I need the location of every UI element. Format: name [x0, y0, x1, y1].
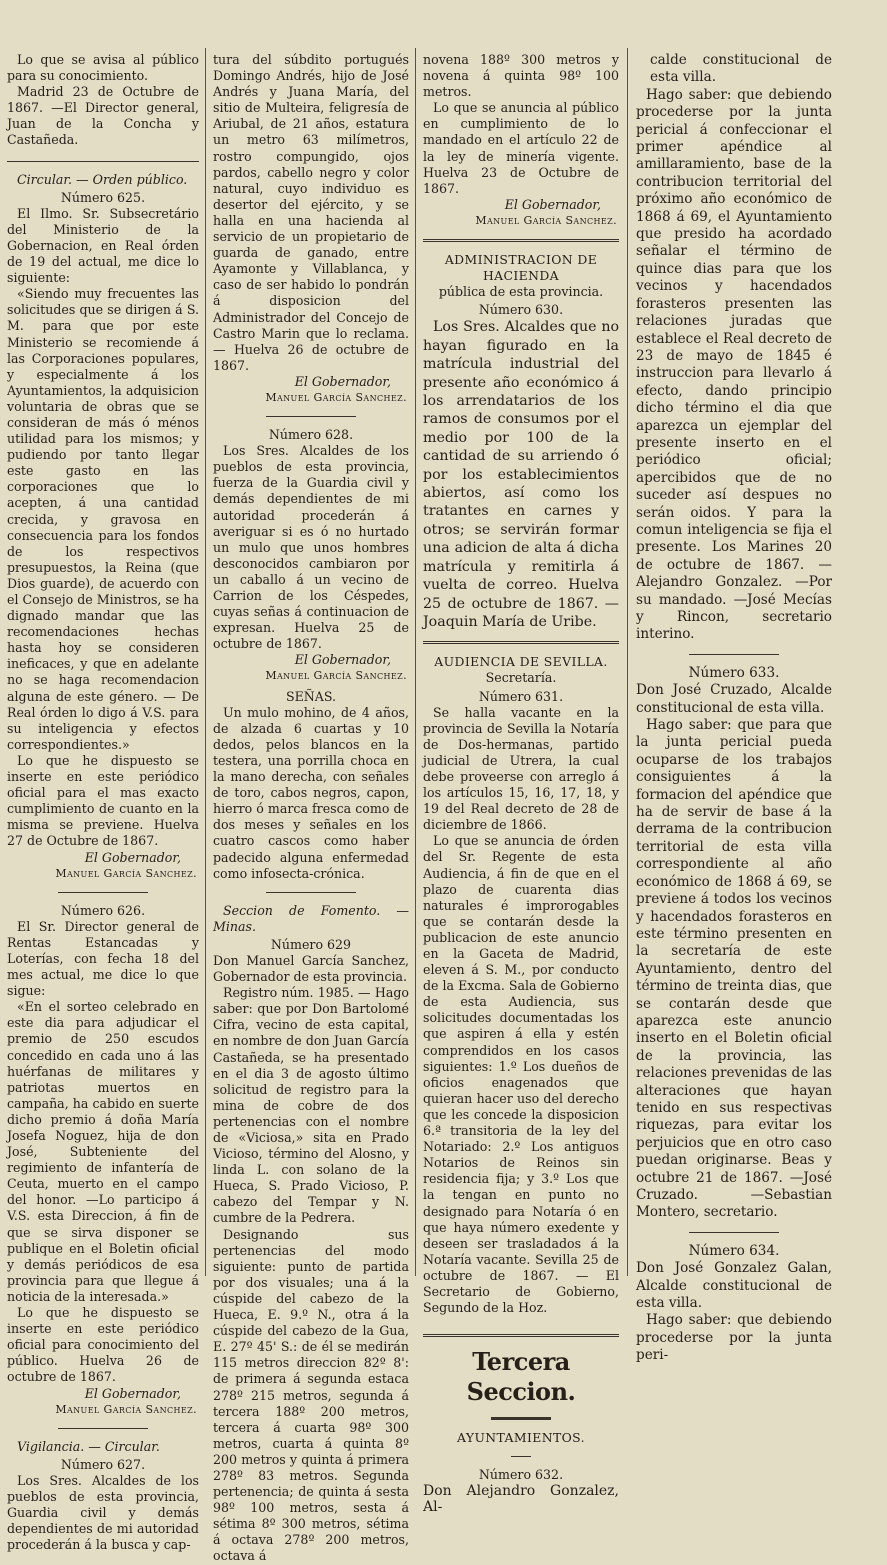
paragraph: Hago saber: que para que la junta pericial pueda ocuparse de los trabajos consiguientes á la formacion del apéndice que ha de servir de base á la derrama de la contribucion territorial de esta villa correspondiente al año económico de 1868 á 69, se previene á todos los vecinos y hacendados forasteros en este término presenten en la secretaría de este Ayuntamiento, dentro del término de treinta dias, que se contarán desde que aparezca este anuncio inserto en el Boletin oficial de la provincia, las relaciones prevenidas de las alteraciones que hayan tenido en sus respectivas riquezas, para evitar los perjuicios que en otro caso puedan originarse. Beas y octubre 21 de 1867. —José Cruzado. —Sebastian Montero, secretario.: [636, 717, 832, 1221]
section-title: AYUNTAMIENTOS.: [457, 1430, 585, 1446]
section-title: ADMINISTRACION DE HACIENDA: [444, 252, 598, 284]
separator: [58, 1428, 148, 1429]
signature-title: El Gobernador,: [504, 196, 601, 212]
column-3: [423, 52, 619, 1516]
notice-number: Número 629: [270, 936, 352, 952]
signature-title: El Gobernador,: [84, 849, 181, 865]
section-title: Circular. — Orden público.: [17, 171, 188, 187]
separator: [423, 1334, 619, 1337]
paragraph: Lo que se avisa al público para su conocimiento.: [7, 52, 199, 84]
paragraph: El Ilmo. Sr. Subsecretário del Ministerio de la Gobernacion, en Real órden de 19 del actual, me dice lo siguiente:: [7, 205, 199, 286]
paragraph: Los Sres. Alcaldes de los pueblos de esta provincia, Guardia civil y demás dependientes de mi autoridad procederán á la busca y cap-: [7, 1472, 199, 1553]
section-title: Tercera Seccion.: [466, 1347, 576, 1407]
notice-number: Número 633.: [688, 664, 780, 681]
column-4: [636, 52, 832, 1364]
signature-title: El Gobernador,: [294, 652, 391, 668]
paragraph: Se halla vacante en la provincia de Sevilla la Notaría de Dos-hermanas, partido judicial de Utrera, la cual debe proveerse con arreglo á los artículos 15, 16, 17, 18, y 19 del Real decreto de 28 de diciembre de 1866.: [423, 704, 619, 833]
notice-heading: Don José Cruzado, Alcalde constitucional de esta villa.: [636, 682, 832, 716]
paragraph: Madrid 23 de Octubre de 1867. —El Director general, Juan de la Concha y Castañeda.: [7, 84, 199, 148]
notice-heading: Don Alejandro Gonzalez, Al-: [423, 1483, 619, 1516]
notice-number: Número 630.: [478, 302, 564, 318]
section-title: AUDIENCIA DE SEVILLA.: [434, 654, 608, 670]
signature-title: El Gobernador,: [294, 373, 391, 389]
paragraph: El Sr. Director general de Rentas Estancadas y Loterías, con fecha 18 del mes actual, me dice lo que sigue:: [7, 918, 199, 999]
separator: [511, 1456, 531, 1457]
paragraph: Los Sres. Alcaldes de los pueblos de esta provincia, fuerza de la Guardia civil y demás dependientes de mi autoridad procederán á averiguar si es ó no hurtado un mulo que unos hombres desconocidos cambiaron por un caballo á un vecino de Carrion de los Céspedes, cuyas señas á continuacion de expresan. Huelva 25 de octubre de 1867.: [213, 443, 409, 652]
separator: [266, 892, 356, 893]
paragraph: tura del súbdito portugués Domingo Andrés, hijo de José Andrés y Juana María, del sitio de Multeira, feligresía de Ariubal, de 21 años, estatura un metro 63 milímetros, rostro compungido, ojos pardos, cabello negro y color natural, cuyo individuo es desertor del ejército, y se halla en una hacienda al servicio de un propietario de guarda de ganado, entre Ayamonte y Villablanca, y caso de ser habido lo pondrán á disposicion del Administrador del Concejo de Castro Marin que lo reclama. — Huelva 26 de octubre de 1867.: [213, 52, 409, 373]
separator: [491, 1417, 551, 1420]
notice-number: Número 625.: [60, 189, 146, 205]
paragraph: novena 188º 300 metros y novena á quinta 98º 100 metros.: [423, 52, 619, 100]
paragraph: Lo que he dispuesto se inserte en este periódico oficial para el mas exacto cumplimiento de cuanto en la misma se previene. Huelva 27 de Octubre de 1867.: [7, 752, 199, 849]
section-title: Vigilancia. — Circular.: [17, 1438, 160, 1454]
signature-name: Manuel García Sanchez.: [475, 213, 617, 227]
signature-name: Manuel García Sanchez.: [55, 1402, 197, 1416]
paragraph: «Siendo muy frecuentes las solicitudes que se dirigen á S. M. para que por este Ministerio se recomiende á las Corporaciones populares, y especialmente á los Ayuntamientos, la adquisicion voluntaria de obras que se consideran de más ó ménos utilidad para los mismos; y pudiendo por tanto llegar este gasto en las corporaciones que lo acepten, á una cantidad crecida, y gravosa en consecuencia para los fondos de los respectivos presupuestos, la Reina (que Dios guarde), de acuerdo con el Consejo de Ministros, se ha dignado mandar que las recomendaciones hechas hasta hoy se consideren ineficaces, y que en adelante no se haga recomendacion alguna de este género. — De Real órden lo digo á V.S. para su inteligencia y efectos correspondientes.»: [7, 286, 199, 752]
signature-name: Manuel García Sanchez.: [55, 866, 197, 880]
notice-number: Número 632.: [478, 1467, 564, 1483]
notice-heading: Don José Gonzalez Galan, Alcalde constitucional de esta villa.: [636, 1260, 832, 1312]
separator: [689, 654, 779, 655]
section-title: Seccion de Fomento. — Minas.: [213, 902, 409, 934]
notice-number: Número 627.: [60, 1456, 146, 1472]
notice-number: Número 631.: [478, 688, 564, 704]
column-2: [213, 52, 409, 1564]
notice-heading: Don Manuel García Sanchez, Gobernador de esta provincia.: [213, 952, 409, 985]
column-1: [7, 52, 199, 1553]
paragraph: Hago saber: que debiendo procederse por la junta pericial á confeccionar el primer apéndice al amillaramiento, base de la contribucion territorial del próximo año económico de 1868 á 69, el Ayuntamiento que presido ha acordado señalar el término de quince dias para que los vecinos y hacendados forasteros presenten las relaciones juradas que establece el Real decreto de 23 de mayo de 1845 é instruccion para llevarlo á efecto, dando principio dicho término el dia que aparezca un ejemplar del presente inserto en el periódico oficial; apercibidos que de no suceder así despues no serán oidos. Y para la comun inteligencia se fija el presente. Los Marines 20 de octubre de 1867. —Alejandro Gonzalez. —Por su mandado. —José Mecías y Rincon, secretario interino.: [636, 86, 832, 643]
signature-name: Manuel García Sanchez.: [265, 669, 407, 683]
paragraph: Hago saber: que debiendo procederse por la junta peri-: [636, 1312, 832, 1364]
section-title: SEÑAS.: [285, 688, 337, 704]
paragraph: Lo que he dispuesto se inserte en este periódico oficial para conocimiento del público. Huelva 26 de octubre de 1867.: [7, 1305, 199, 1385]
column-divider: [627, 48, 628, 1276]
notice-number: Número 634.: [688, 1242, 780, 1259]
section-subtitle: Secretaría.: [485, 670, 557, 686]
separator: [7, 161, 199, 162]
separator: [423, 641, 619, 644]
notice-number: Número 628.: [268, 427, 354, 443]
separator: [423, 239, 619, 242]
paragraph: Lo que se anuncia de órden del Sr. Regente de esta Audiencia, á fin de que en el plazo de cuarenta dias naturales é improrogables que se contarán desde la publicacion de este anuncio en la Gaceta de Madrid, eleven á S. M., por conducto de la Excma. Sala de Gobierno de esta Audiencia, sus solicitudes documentadas los que aspiren á ella y estén comprendidos en los casos siguientes: 1.º Los dueños de oficios enagenados que quieran hacer uso del derecho que les concede la disposicion 6.ª transitoria de la ley del Notariado: 2.º Los antiguos Notarios de Reinos sin residencia fija; y 3.º Los que la tengan en punto no designado para Notaría ó en que haya número exedente y deseen ser trasladados á la Notaría vacante. Sevilla 25 de octubre de 1867. — El Secretario de Gobierno, Segundo de la Hoz.: [423, 833, 619, 1316]
notice-number: Número 626.: [60, 902, 146, 918]
signature-title: El Gobernador,: [84, 1385, 181, 1401]
notice-heading: calde constitucional de esta villa.: [650, 52, 832, 86]
column-divider: [415, 48, 416, 1276]
separator: [689, 1232, 779, 1233]
section-subtitle: pública de esta provincia.: [438, 284, 604, 300]
separator: [266, 416, 356, 417]
separator: [58, 892, 148, 893]
paragraph: Los Sres. Alcaldes que no hayan figurado en la matrícula industrial del presente año económico á los arrendatarios de los ramos de consumos por el medio por 100 de la cantidad de su arriendo ó por los establecimientos abiertos, así como los tratantes en carnes y otros; se servirán formar una adicion de alta á dicha matrícula y remitirla á vuelta de correo. Huelva 25 de octubre de 1867. —Joaquin María de Uribe.: [423, 319, 619, 630]
signature-name: Manuel García Sanchez.: [265, 390, 407, 404]
paragraph: Registro núm. 1985. — Hago saber: que por Don Bartolomé Cifra, vecino de esta capital, en nombre de don Juan García Castañeda, se ha presentado en el dia 3 de agosto último solicitud de registro para la mina de cobre de dos pertenencias con el nombre de «Viciosa,» sita en Prado Vicioso, término del Alosno, y linda L. con solano de la Hueca, S. Prado Vicioso, P. cabezo del Tempar y N. cumbre de la Pedrera.: [213, 985, 409, 1226]
paragraph: Designando sus pertenencias del modo siguiente: punto de partida por dos visuales; una á la cúspide del cabezo de la Hueca, E. 9.º N., otra á la cúspide del cabezo de la Gua, E. 27º 45' S.: de él se medirán 115 metros direccion 82º 8': de primera á segunda estaca 278º 215 metros, segunda á tercera 188º 200 metros, tercera á cuarta 98º 300 metros, cuarta á quinta 8º 200 metros y quinta á primera 278º 83 metros. Segunda pertenencia; de quinta á sesta 98º 100 metros, sesta á sétima 8º 300 metros, sétima á octava 278º 200 metros, octava á: [213, 1226, 409, 1564]
paragraph: Un mulo mohino, de 4 años, de alzada 6 cuartas y 10 dedos, pelos blancos en la testera, una porrilla choca en la mano derecha, con señales de toro, cabos negros, capon, hierro ó marca fresca como de dos meses y señales en los cuatro cascos como haber padecido alguna enfermedad como infosecta-crónica.: [213, 704, 409, 881]
paragraph: «En el sorteo celebrado en este dia para adjudicar el premio de 250 escudos concedido en cada uno á las huérfanas de militares y patriotas muertos en campaña, ha cabido en suerte dicho premio á doña María Josefa Noguez, hija de don José, Subteniente del regimiento de infantería de Ceuta, muerto en el campo del honor. —Lo participo á V.S. esta Direccion, á fin de que se sirva disponer se publique en el Boletin oficial y demás periódicos de esa provincia para que llegue á noticia de la interesada.»: [7, 999, 199, 1304]
column-divider: [205, 48, 206, 1276]
paragraph: Lo que se anuncia al público en cumplimiento de lo mandado en el artículo 22 de la ley de minería vigente. Huelva 23 de Octubre de 1867.: [423, 100, 619, 196]
